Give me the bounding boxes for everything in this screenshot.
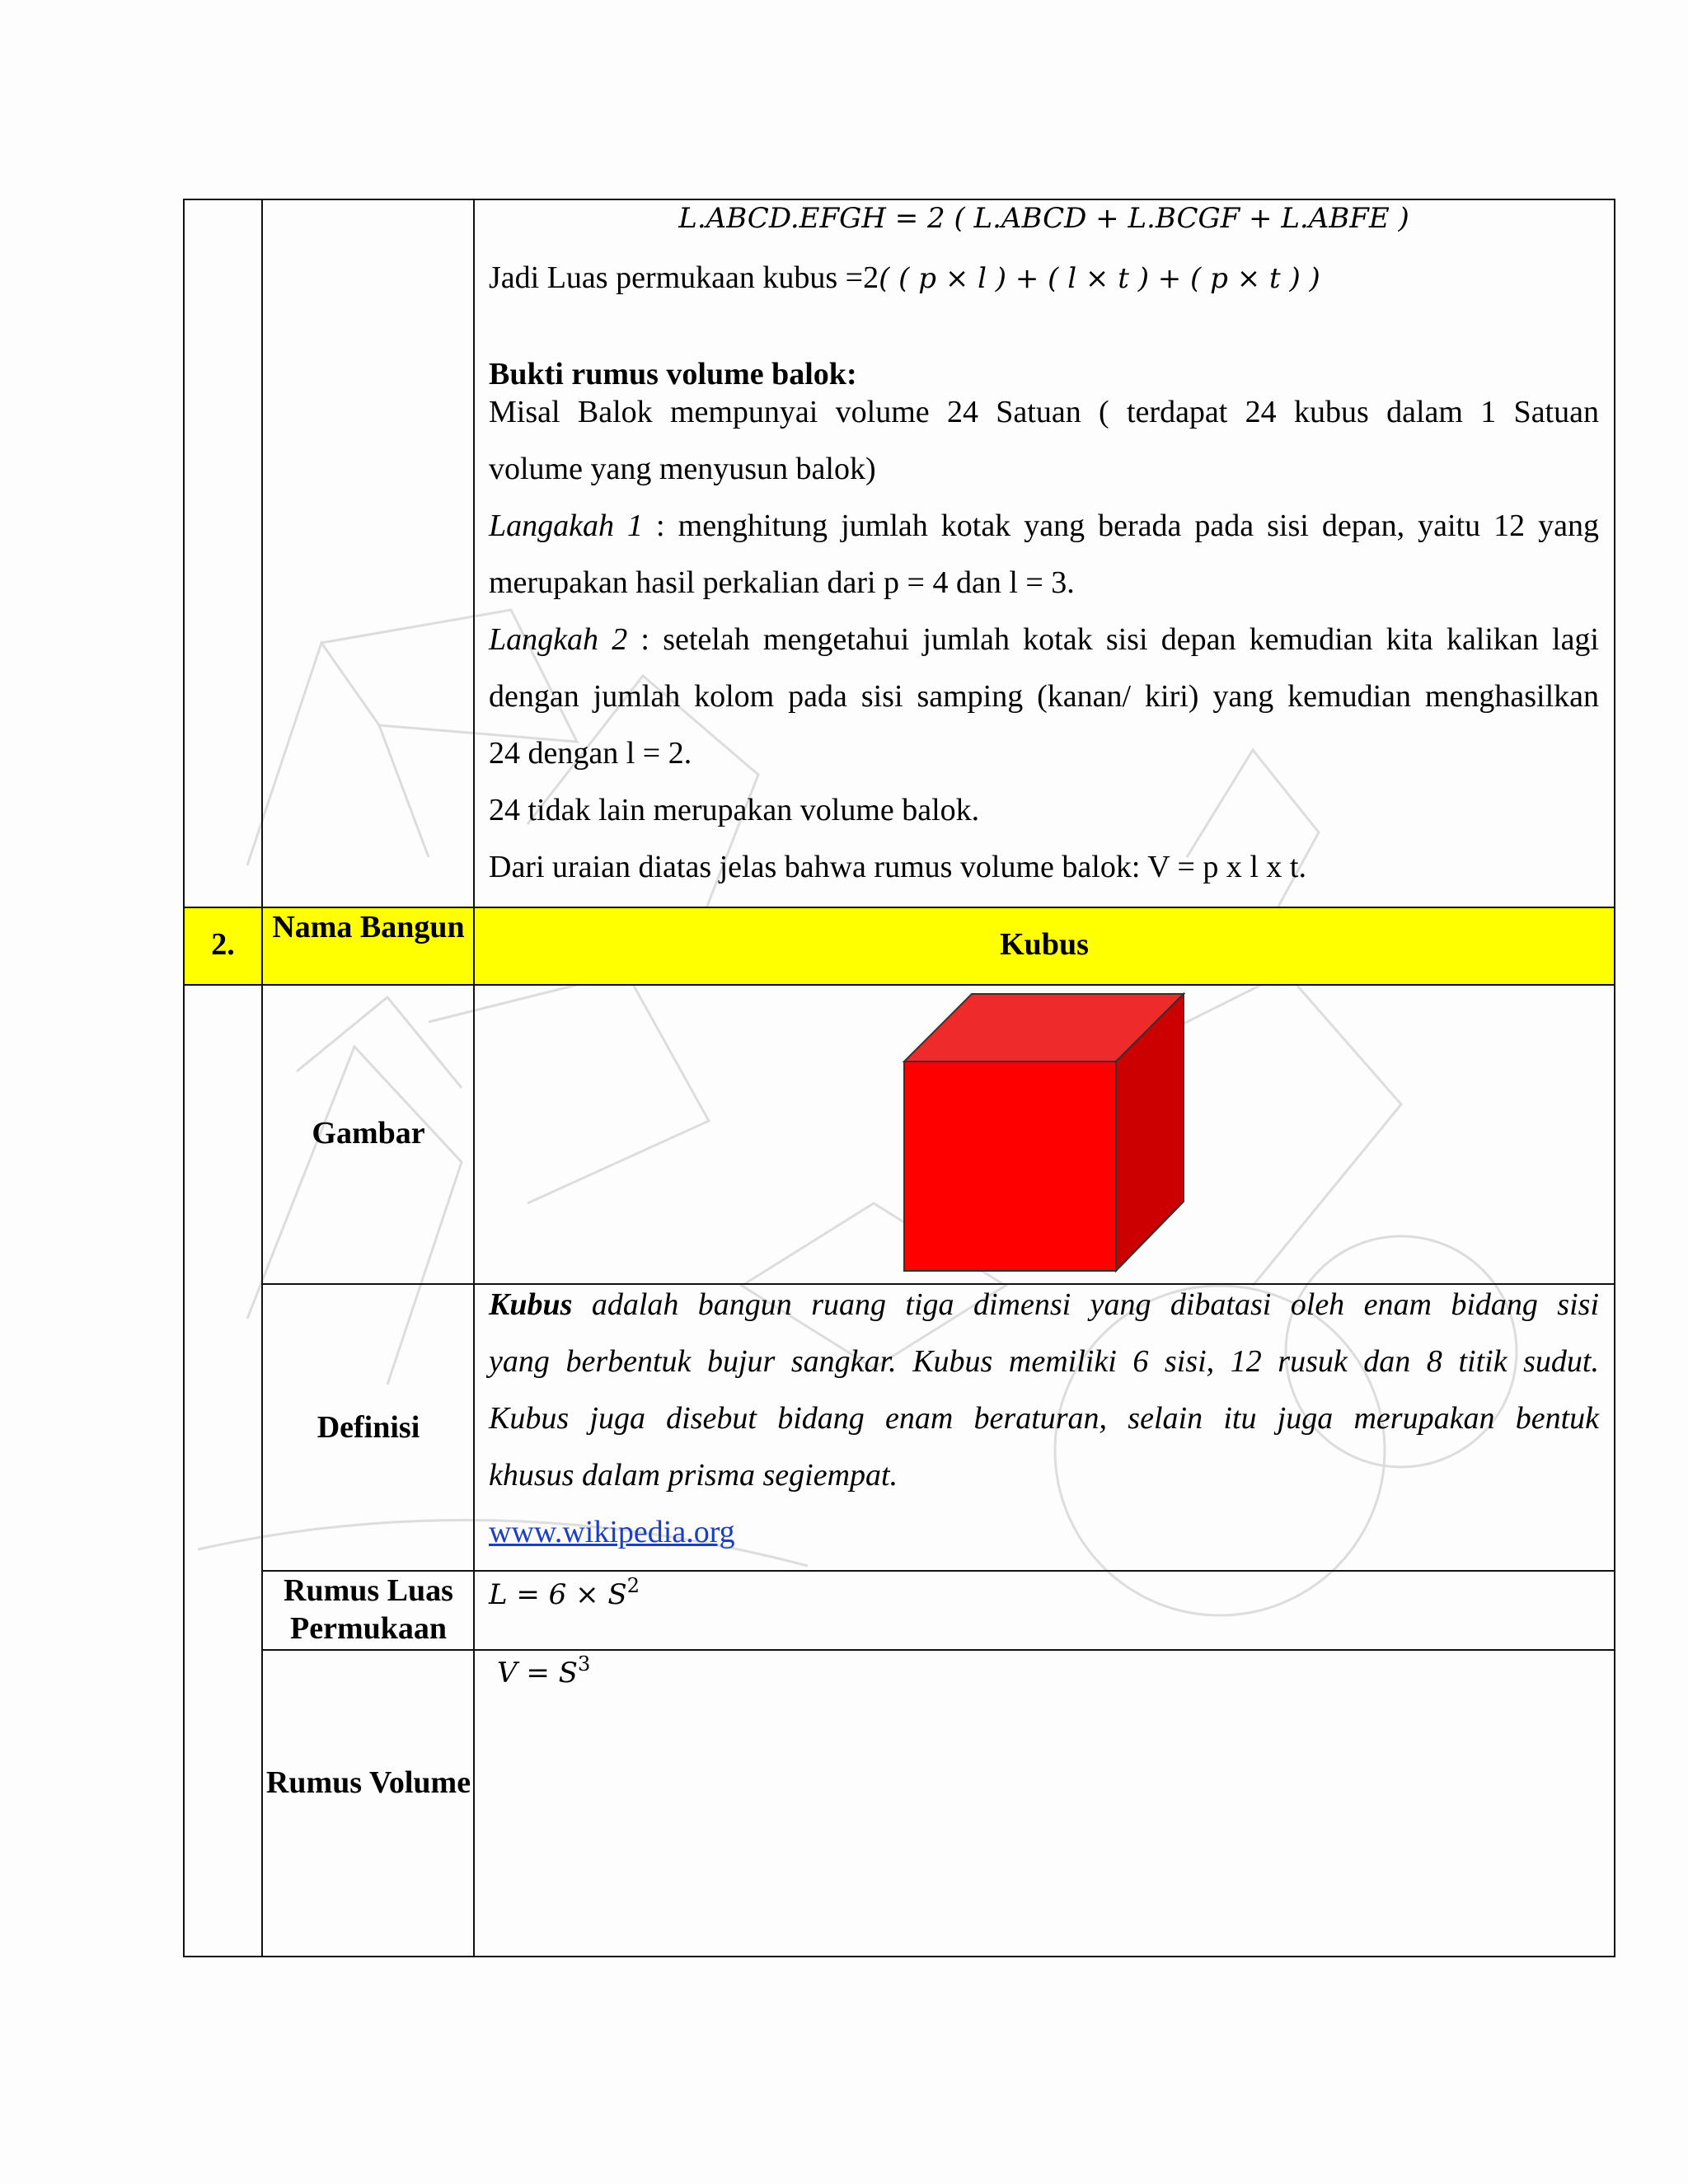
surface-area-formula: L.ABCD.EFGH = 2 ( L.ABCD + L.BCGF + L.ABFE ): [678, 202, 1409, 235]
table-border-top: [183, 199, 1615, 200]
proof-line: dengan jumlah kolom pada sisi samping (kanan/ kiri) yang kemudian menghasilkan: [489, 679, 1599, 714]
step-1-text: : menghitung jumlah kotak yang berada pada sisi depan, yaitu 12 yang: [643, 509, 1600, 543]
conclusion-text: Jadi Luas permukaan kubus =2: [489, 260, 879, 295]
surface-formula-exponent: 2: [626, 1574, 640, 1597]
surface-formula-base: L = 6 × S: [489, 1578, 627, 1611]
definition-line: [489, 1286, 1599, 1323]
volume-formula-exponent: 3: [577, 1652, 591, 1675]
step-2-label: Langkah 2: [489, 622, 628, 657]
proof-line: volume yang menyusun balok): [489, 452, 876, 486]
definition-term: Kubus: [489, 1287, 573, 1322]
table-rule: [261, 199, 263, 1957]
wikipedia-link[interactable]: [489, 1514, 735, 1552]
volume-formula-base: V = S: [497, 1657, 578, 1690]
proof-line: 24 dengan l = 2.: [489, 736, 692, 771]
proof-step-1: [489, 508, 1599, 544]
definition-line: Kubus juga disebut bidang enam beraturan, selain itu juga merupakan bentuk: [489, 1401, 1599, 1436]
definition-line: khusus dalam prisma segiempat.: [489, 1458, 898, 1493]
surface-formula-label: Rumus Luas Permukaan: [284, 1573, 453, 1647]
surface-area-conclusion: [489, 260, 1320, 298]
volume-formula: [497, 1652, 590, 1690]
table-border-left: [183, 199, 185, 1957]
surface-formula: [489, 1574, 640, 1612]
step-1-label: Langakah 1: [489, 509, 644, 543]
table-border-right: [1614, 199, 1615, 1957]
cube-front-face: [904, 1062, 1116, 1271]
cube-illustration: [898, 989, 1195, 1277]
proof-line: 24 tidak lain merupakan volume balok.: [489, 793, 980, 827]
volume-proof-title: Bukti rumus volume balok:: [489, 357, 857, 391]
proof-line: merupakan hasil perkalian dari p = 4 dan l = 3.: [489, 565, 1075, 600]
proof-line: Misal Balok mempunyai volume 24 Satuan ( terdapat 24 kubus dalam 1 Satuan: [489, 395, 1599, 429]
wikipedia-link-text[interactable]: www.wikipedia.org: [489, 1515, 735, 1549]
step-2-text: : setelah mengetahui jumlah kotak sisi depan kemudian kita kalikan lagi: [627, 622, 1599, 657]
volume-formula-label: Rumus Volume: [265, 1765, 471, 1800]
section-number: 2.: [211, 927, 235, 962]
proof-conclusion: Dari uraian diatas jelas bahwa rumus volume balok: V = p x l x t.: [489, 850, 1306, 884]
conclusion-formula: ( ( p × l ) + ( l × t ) + ( p × t ) ): [879, 262, 1320, 295]
table-border-bottom: [183, 1956, 1615, 1957]
table-rule: [473, 199, 475, 1957]
definition-label: Definisi: [316, 1410, 420, 1445]
picture-label: Gambar: [312, 1116, 425, 1151]
definition-line: yang berbentuk bujur sangkar. Kubus memiliki 6 sisi, 12 rusuk dan 8 titik sudut.: [489, 1344, 1599, 1379]
table-rule: [262, 1649, 1615, 1651]
shape-name: Kubus: [1000, 927, 1089, 962]
proof-step-2: [489, 621, 1599, 658]
table-rule: [262, 1283, 1615, 1285]
table-rule: [183, 984, 1615, 986]
name-label: Nama Bangun: [272, 910, 465, 944]
definition-text: adalah bangun ruang tiga dimensi yang dibatasi oleh enam bidang sisi: [572, 1287, 1599, 1322]
